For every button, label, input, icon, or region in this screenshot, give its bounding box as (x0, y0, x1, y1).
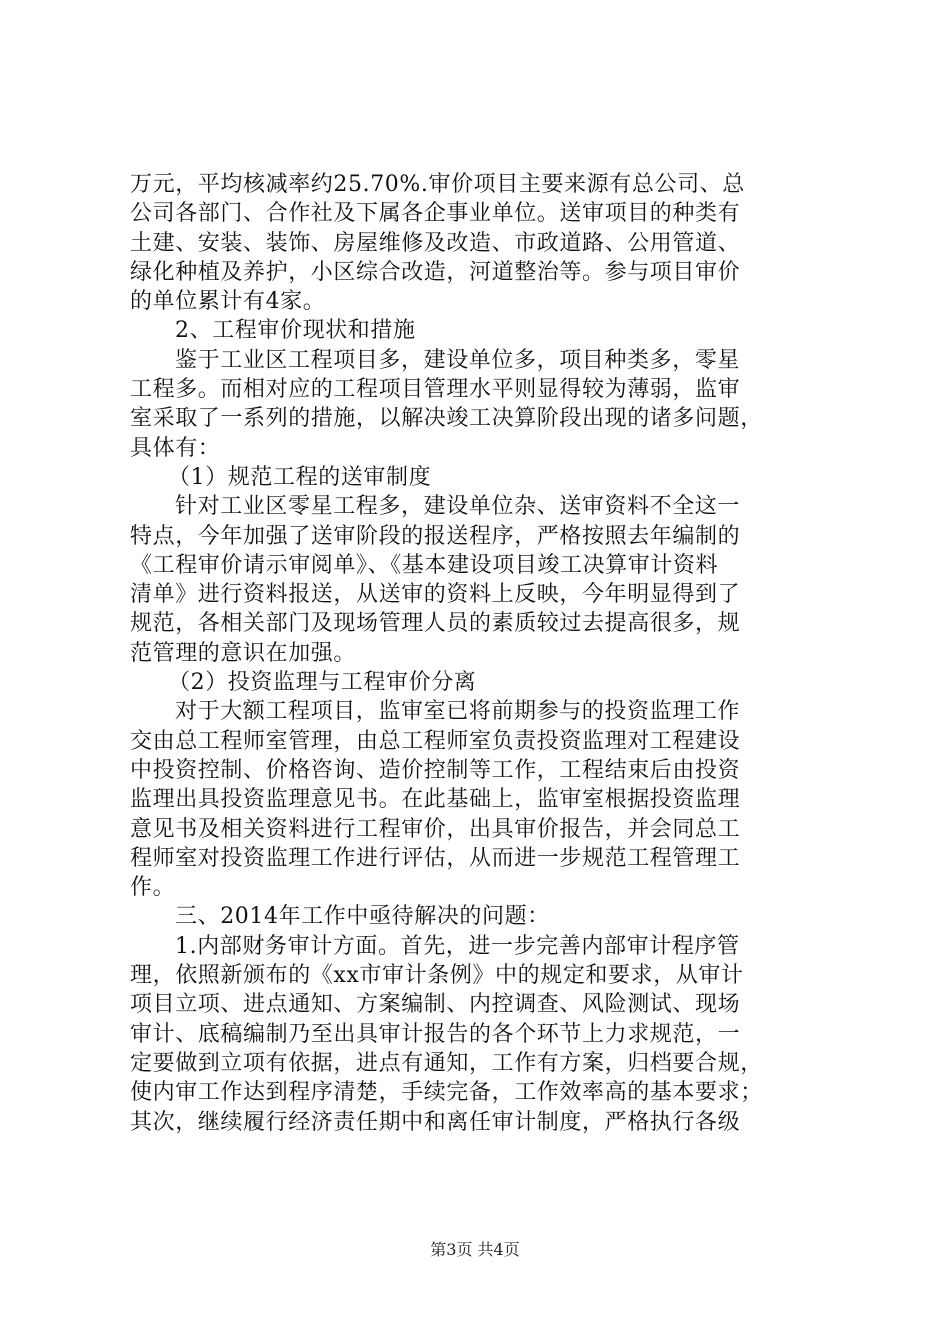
body-line: 监理出具投资监理意见书。在此基础上，监审室根据投资监理 (130, 787, 741, 813)
body-line: 《工程审价请示审阅单》、《基本建设项目竣工决算审计资料 (130, 552, 719, 578)
body-line: 室采取了一系列的措施，以解决竣工决算阶段出现的诸多问题， (130, 406, 763, 432)
body-line: 绿化种植及养护，小区综合改造，河道整治等。参与项目审价 (130, 259, 741, 285)
body-line: 规范，各相关部门及现场管理人员的素质较过去提高很多，规 (130, 611, 741, 637)
paragraph-first-line: 鉴于工业区工程项目多，建设单位多，项目种类多，零星 (175, 347, 741, 373)
body-line: 程师室对投资监理工作进行评估，从而进一步规范工程管理工 (130, 845, 741, 871)
body-line: 中投资控制、价格咨询、造价控制等工作，工程结束后由投资 (130, 757, 741, 783)
section-heading: 2、工程审价现状和措施 (175, 318, 416, 344)
subsection-heading: （2）投资监理与工程审价分离 (168, 670, 477, 696)
body-line: 其次，继续履行经济责任期中和离任审计制度，严格执行各级 (130, 1109, 741, 1135)
body-line: 公司各部门、合作社及下属各企事业单位。送审项目的种类有 (130, 201, 741, 227)
subsection-heading: （1）规范工程的送审制度 (168, 464, 432, 490)
body-line: 范管理的意识在加强。 (130, 640, 357, 666)
body-line: 的单位累计有4家。 (130, 289, 326, 315)
body-line: 作。 (130, 875, 176, 901)
body-line: 意见书及相关资料进行工程审价，出具审价报告，并会同总工 (130, 816, 741, 842)
body-line: 土建、安装、装饰、房屋维修及改造、市政道路、公用管道、 (130, 230, 741, 256)
body-line: 审计、底稿编制乃至出具审计报告的各个环节上力求规范，一 (130, 1021, 741, 1047)
paragraph-first-line: 对于大额工程项目，监审室已将前期参与的投资监理工作 (175, 699, 741, 725)
page-number-label: 第3页 共4页 (430, 1240, 520, 1259)
body-line: 理，依照新颁布的《xx市审计条例》中的规定和要求，从审计 (130, 963, 744, 989)
body-line: 工程多。而相对应的工程项目管理水平则显得较为薄弱，监审 (130, 377, 741, 403)
body-line: 定要做到立项有依据，进点有通知，工作有方案，归档要合规， (130, 1050, 763, 1076)
body-line: 具体有： (130, 435, 221, 461)
section-heading: 三、2014年工作中亟待解决的问题： (175, 904, 550, 930)
body-line: 交由总工程师室管理，由总工程师室负责投资监理对工程建设 (130, 728, 741, 754)
document-body (130, 170, 830, 1137)
body-line: 项目立项、进点通知、方案编制、内控调查、风险测试、现场 (130, 992, 741, 1018)
page-footer (0, 1240, 950, 1260)
paragraph-first-line: 1.内部财务审计方面。首先，进一步完善内部审计程序管 (175, 933, 740, 959)
body-line: 清单》进行资料报送，从送审的资料上反映，今年明显得到了 (130, 582, 741, 608)
body-line: 使内审工作达到程序清楚，手续完备，工作效率高的基本要求； (130, 1080, 763, 1106)
body-line: 特点，今年加强了送审阶段的报送程序，严格按照去年编制的 (130, 523, 741, 549)
body-line: 万元，平均核减率约25.70%.审价项目主要来源有总公司、总 (130, 172, 745, 197)
paragraph-first-line: 针对工业区零星工程多，建设单位杂、送审资料不全这一 (175, 494, 741, 520)
